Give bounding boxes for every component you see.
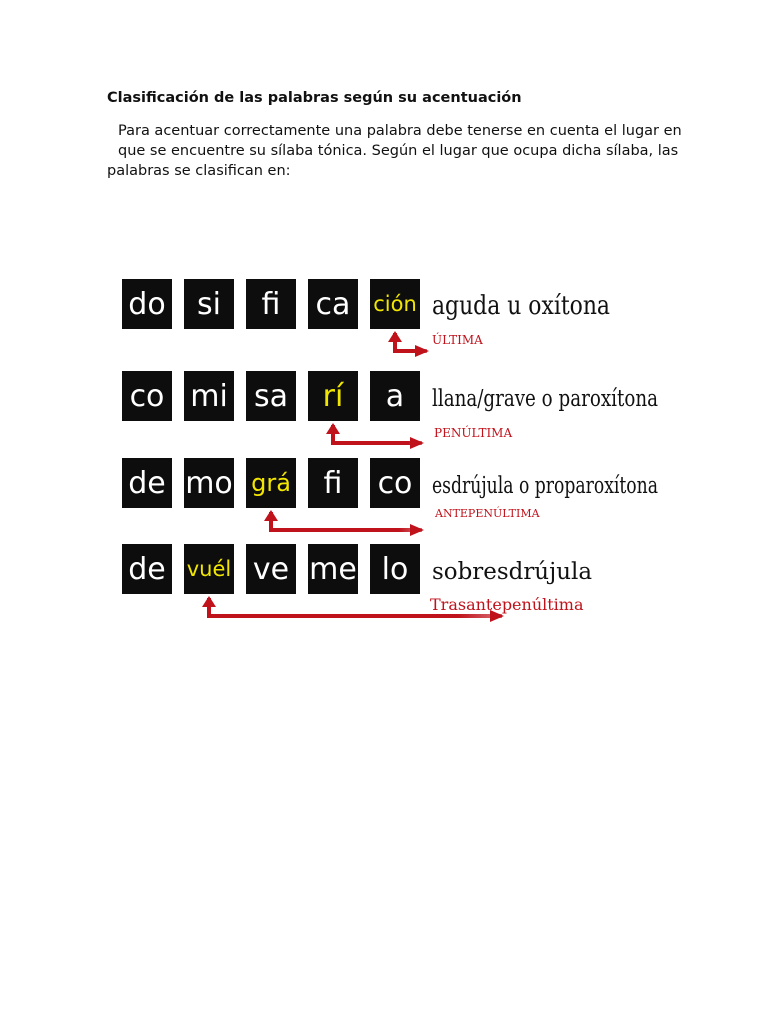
arrow-head-right-icon	[410, 437, 424, 449]
position-label: Trasantepenúltima	[430, 595, 584, 614]
arrow-head-right-icon	[410, 524, 424, 536]
stressed-syllable: vuél	[186, 557, 232, 582]
syllable-text: a	[385, 379, 405, 415]
syllable-text: do	[128, 287, 166, 323]
syllable-text: si	[197, 287, 221, 323]
position-label: ÚLTIMA	[432, 333, 483, 347]
syllable-text: fi	[261, 287, 281, 323]
classification-label: sobresdrújula	[432, 559, 593, 585]
classification-label: aguda u oxítona	[432, 291, 610, 321]
classification-label: esdrújula o proparoxítona	[432, 473, 659, 499]
position-label: PENÚLTIMA	[434, 426, 513, 440]
arrow-head-up-icon	[388, 331, 402, 342]
arrow-head-up-icon	[202, 596, 216, 607]
syllable-text: ca	[315, 287, 351, 323]
syllable-text: co	[129, 379, 165, 415]
figure-row-1	[122, 279, 610, 357]
syllable-text: de	[128, 466, 166, 502]
stressed-syllable: rí	[322, 379, 344, 415]
paragraph-line-2: que se encuentre su sílaba tónica. Según el lugar que ocupa dicha sílaba, las	[118, 143, 679, 159]
figure-row-3	[122, 458, 658, 536]
syllable-text: fi	[323, 466, 343, 502]
red-arrow	[333, 425, 422, 443]
syllable-text: lo	[381, 552, 409, 588]
syllable-text: de	[128, 552, 166, 588]
syllable-text: sa	[253, 379, 289, 415]
intro-paragraph	[107, 121, 682, 181]
arrow-head-right-icon	[415, 345, 429, 357]
classification-label: llana/grave o paroxítona	[432, 386, 659, 412]
paragraph-line-1: Para acentuar correctamente una palabra debe tenerse en cuenta el lugar en	[118, 123, 682, 139]
arrow-head-up-icon	[326, 423, 340, 434]
accentuation-figure	[122, 274, 682, 634]
paragraph-line-3: palabras se clasifican en:	[107, 163, 291, 179]
figure-row-2	[122, 371, 658, 449]
stressed-syllable: grá	[251, 469, 291, 498]
document-heading: Clasificación de las palabras según su acentuación	[107, 90, 522, 106]
syllable-text: me	[309, 552, 357, 588]
syllable-text: mo	[185, 466, 233, 502]
syllable-text: co	[377, 466, 413, 502]
position-label: ANTEPENÚLTIMA	[435, 507, 540, 520]
syllable-text: mi	[190, 379, 228, 415]
red-arrow	[271, 512, 422, 530]
figure-row-4	[122, 544, 592, 622]
stressed-syllable: ción	[373, 292, 417, 317]
syllable-text: ve	[252, 552, 290, 588]
arrow-head-up-icon	[264, 510, 278, 521]
